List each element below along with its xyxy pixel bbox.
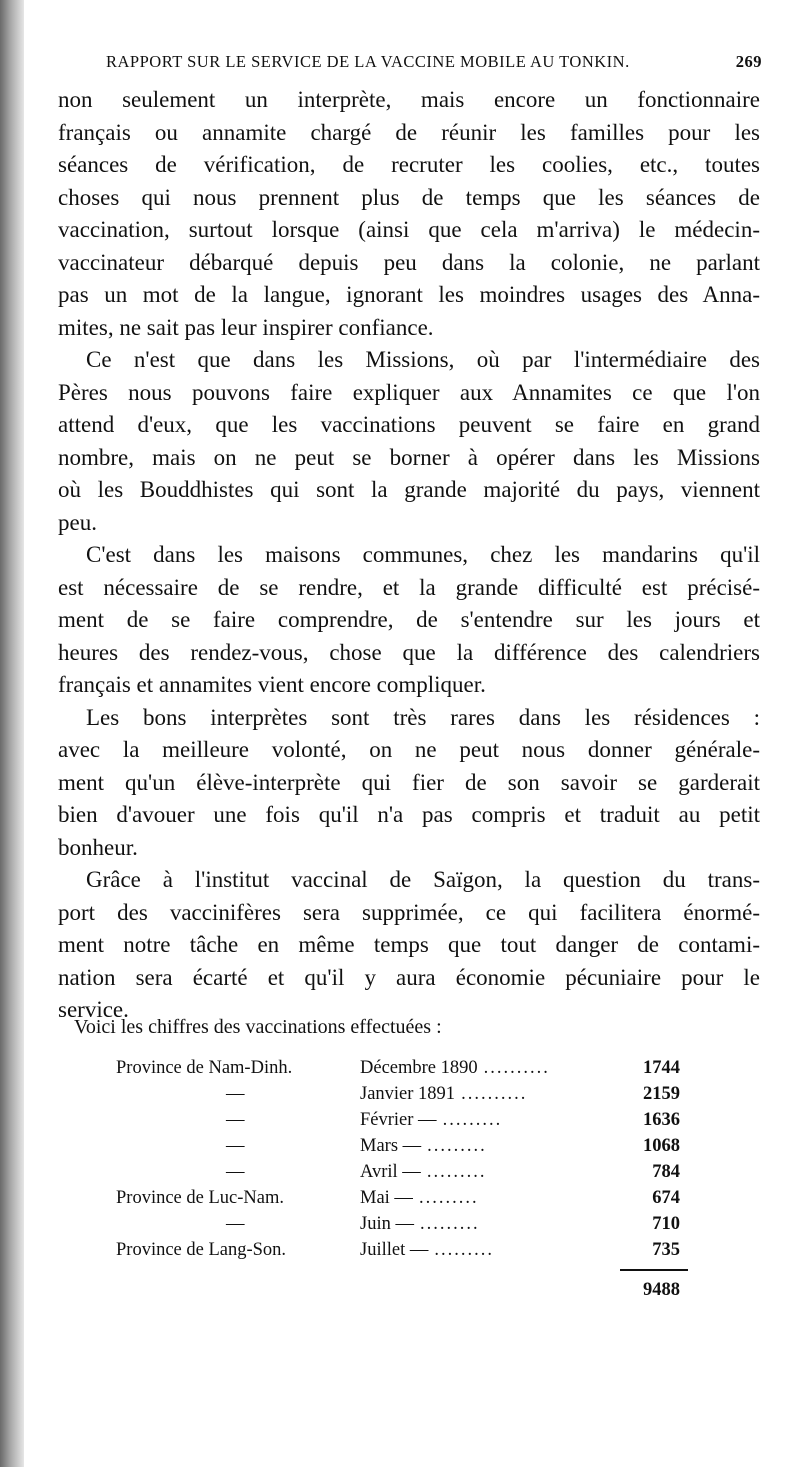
table-row [0, 1136, 800, 1162]
month-label: Janvier 1891 [360, 1084, 456, 1104]
leader-dots: ......... [434, 1240, 494, 1260]
value-cell: 710 [652, 1214, 680, 1234]
text-line: non seulement un interprète, mais encore un fonctionnaire [58, 87, 760, 112]
text-line: attend d'eux, que les vaccinations peuvent se faire en grand [58, 412, 760, 437]
month-label: Juillet — [360, 1240, 429, 1260]
value-cell: 1068 [643, 1136, 680, 1156]
paragraph [58, 344, 760, 539]
value-cell: 2159 [643, 1084, 680, 1104]
province-cell: — [226, 1162, 245, 1182]
table-total: 9488 [643, 1280, 680, 1300]
leader-dots: .......... [461, 1084, 528, 1104]
page-number: 269 [735, 52, 762, 71]
table-row [0, 1240, 800, 1266]
paragraph [58, 539, 760, 702]
table-row [0, 1110, 800, 1136]
text-line: choses qui nous prennent plus de temps que les séances de [58, 184, 760, 210]
text-line: peu. [58, 509, 97, 535]
text-line: français et annamites vient encore compliquer. [58, 672, 486, 697]
month-cell [360, 1162, 486, 1183]
month-label: Février — [360, 1110, 437, 1130]
text-line: nation sera écarté et qu'il y aura économie pécuniaire pour le [58, 964, 760, 990]
leader-dots: ......... [419, 1214, 480, 1234]
table-row [0, 1214, 800, 1240]
text-line: mites, ne sait pas leur inspirer confiance. [58, 314, 434, 340]
province-cell: Province de Nam-Dinh. [116, 1058, 293, 1078]
text-line: bien d'avouer une fois qu'il n'a pas compris et traduit au petit [58, 802, 760, 827]
leader-dots: ......... [442, 1110, 503, 1130]
month-cell [360, 1136, 487, 1157]
text-line: où les Bouddhistes qui sont la grande majorité du pays, viennent [58, 477, 760, 502]
value-cell: 674 [652, 1188, 680, 1208]
month-cell [360, 1214, 480, 1235]
text-line: ment notre tâche en même temps que tout danger de contami- [58, 932, 760, 957]
month-label: Mai — [360, 1188, 413, 1208]
month-cell [360, 1240, 494, 1261]
province-cell: Province de Luc-Nam. [116, 1188, 284, 1208]
text-line: français ou annamite chargé de réunir les familles pour les [58, 119, 760, 145]
text-line: Les bons interprètes sont très rares dans les résidences : [86, 704, 760, 730]
province-cell: Province de Lang-Son. [116, 1240, 287, 1260]
month-label: Mars — [360, 1136, 422, 1156]
month-label: Juin — [360, 1214, 414, 1234]
text-line: est nécessaire de se rendre, et la grande difficulté est précisé- [58, 574, 760, 600]
month-label: Avril — [360, 1162, 421, 1182]
month-cell [360, 1110, 502, 1131]
text-line: Ce n'est que dans les Missions, où par l'intermédiaire des [86, 347, 760, 372]
text-line: séances de vérification, de recruter les coolies, etc., toutes [58, 152, 760, 177]
paragraph [58, 864, 760, 1027]
text-line: Grâce à l'institut vaccinal de Saïgon, la question du trans- [86, 867, 760, 892]
text-line: Pères nous pouvons faire expliquer aux Annamites ce que l'on [58, 379, 760, 405]
body-text [58, 84, 760, 1027]
leader-dots: .......... [483, 1058, 550, 1078]
text-line: port des vaccinifères sera supprimée, ce qui facilitera énormé- [58, 899, 760, 925]
text-line: vaccinateur débarqué depuis peu dans la colonie, ne parlant [58, 249, 760, 275]
text-line: avec la meilleure volonté, on ne peut nous donner générale- [58, 737, 760, 762]
text-line: C'est dans les maisons communes, chez les mandarins qu'il [86, 542, 760, 567]
table-row [0, 1058, 800, 1084]
value-cell: 1636 [643, 1110, 680, 1130]
value-cell: 1744 [643, 1058, 680, 1078]
table-row [0, 1188, 800, 1214]
text-line: ment qu'un élève-interprète qui fier de son savoir se garderait [58, 769, 760, 795]
sum-rule [620, 1269, 688, 1271]
month-cell [360, 1058, 550, 1079]
leader-dots: ......... [427, 1136, 487, 1156]
leader-dots: ......... [426, 1162, 487, 1182]
month-cell [360, 1188, 479, 1209]
province-cell: — [226, 1084, 245, 1104]
text-line: vaccination, surtout lorsque (ainsi que cela m'arriva) le médecin- [58, 217, 760, 242]
running-title: RAPPORT SUR LE SERVICE DE LA VACCINE MOBILE AU TONKIN. [106, 52, 630, 71]
text-line: nombre, mais on ne peut se borner à opérer dans les Missions [58, 444, 760, 470]
province-cell: — [226, 1214, 245, 1234]
paragraph [58, 84, 760, 344]
text-line: pas un mot de la langue, ignorant les moindres usages des Anna- [58, 282, 760, 307]
running-header [106, 52, 762, 72]
text-line: bonheur. [58, 834, 138, 860]
text-line: service. [58, 997, 129, 1022]
table-row [0, 1084, 800, 1110]
province-cell: — [226, 1136, 245, 1156]
paragraph [58, 702, 760, 865]
value-cell: 735 [652, 1240, 680, 1260]
leader-dots: ......... [418, 1188, 479, 1208]
text-line: heures des rendez-vous, chose que la différence des calendriers [58, 639, 760, 665]
month-label: Décembre 1890 [360, 1058, 478, 1078]
month-cell [360, 1084, 527, 1105]
value-cell: 784 [652, 1162, 680, 1182]
table-row [0, 1162, 800, 1188]
province-cell: — [226, 1110, 245, 1130]
text-line: ment de se faire comprendre, de s'entendre sur les jours et [58, 607, 760, 632]
table-intro: Voici les chiffres des vaccinations effectuées : [74, 1016, 442, 1038]
